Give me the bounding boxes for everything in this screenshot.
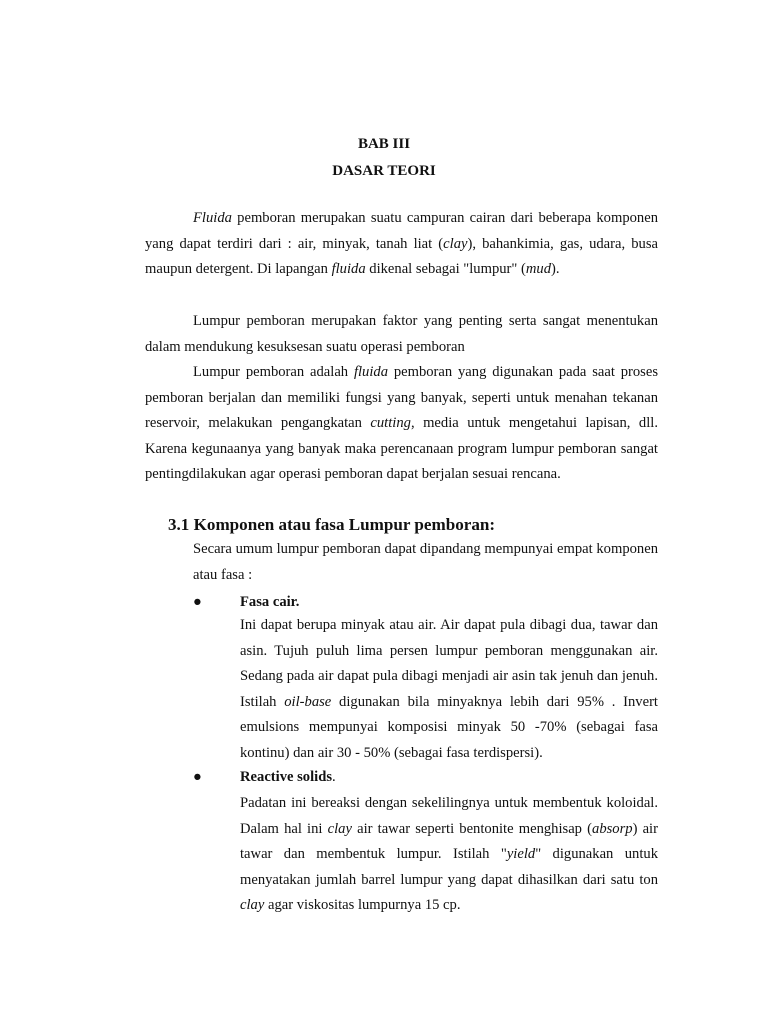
text-run: ). (551, 261, 560, 278)
text-run: . (332, 769, 336, 785)
text-run: ), bahankimia, gas, udara, busa maupun detergent. Di lapangan (145, 235, 658, 278)
section-heading: 3.1 Komponen atau fasa Lumpur pemboran: (168, 515, 496, 534)
text-run: , media untuk mengetahui lapisan, dll. Karena kegunaanya yang banyak maka perencanaan program lumpur pemboran sangat pentingdilakukan agar operasi pemboran dapat berjalan sesuai rencana. (145, 415, 658, 483)
text-oil-base: oil-base (284, 693, 332, 710)
text-run: air tawar seperti bentonite menghisap ( (351, 820, 593, 837)
section-intro: Secara umum lumpur pemboran dapat dipandang mempunyai empat komponen atau fasa : (193, 541, 658, 583)
text-clay: clay (240, 897, 265, 914)
text-clay: clay (443, 235, 468, 252)
text-run: digunakan bila minyaknya lebih dari 95% . Invert emulsions mempunyai komposisi minyak 50 -70% (sebagai fasa kontinu) dan air 30 - 50% (sebagai fasa terdispersi). (240, 693, 658, 761)
text-run: dikenal sebagai "lumpur" ( (365, 261, 526, 278)
text-fluida: Fluida (193, 210, 232, 226)
text-run: " digunakan untuk menyatakan jumlah barrel lumpur yang dapat dihasilkan dari satu ton (240, 846, 658, 888)
text-absorp: absorp (592, 820, 633, 837)
text-run: pemboran merupakan suatu campuran cairan dari beberapa komponen yang dapat terdiri dari : air, minyak, tanah liat ( (145, 210, 658, 252)
bullet-body-fasa-cair (240, 613, 658, 767)
intro-paragraph-3 (145, 360, 658, 488)
text-cutting: cutting (370, 415, 411, 432)
text-run: Padatan ini bereaksi dengan sekelilingnya untuk membentuk koloidal. Dalam hal ini (240, 795, 658, 837)
text-fluida: fluida (331, 261, 366, 278)
bullet-title-reactive-solids (240, 765, 336, 791)
text-run: ) air tawar dan membentuk lumpur. Istilah " (240, 820, 658, 863)
intro-paragraph-2: Lumpur pemboran merupakan faktor yang penting serta sangat menentukan dalam mendukung kesuksesan suatu operasi pemboran (145, 313, 658, 355)
text-fluida: fluida (353, 364, 388, 380)
bullet-body-reactive-solids (240, 791, 658, 919)
chapter-title: DASAR TEORI (332, 163, 436, 179)
text-run: Reactive solids (240, 769, 333, 785)
text-run: pemboran yang digunakan pada saat proses pemboran berjalan dan memiliki fungsi yang banyak, seperti untuk menahan tekanan reservoir, melakukan pengangkatan (145, 364, 658, 432)
chapter-number: BAB III (357, 136, 411, 152)
text-yield: yield (506, 846, 536, 863)
bullet-icon: ● (193, 594, 202, 610)
bullet-icon: ● (193, 769, 202, 785)
bullet-title-fasa-cair: Fasa cair. (240, 594, 300, 610)
text-run: Lumpur pemboran adalah (193, 364, 354, 380)
text-mud: mud (525, 261, 552, 278)
intro-paragraph-1 (145, 206, 658, 283)
text-clay: clay (327, 820, 352, 837)
text-run: agar viskositas lumpurnya 15 cp. (264, 897, 461, 914)
text-run: Ini dapat berupa minyak atau air. Air dapat pula dibagi dua, tawar dan asin. Tujuh puluh lima persen lumpur pemboran menggunakan air. Sedang pada air dapat pula dibagi menjadi air asin tak jenuh dan jenuh. Istilah (240, 617, 658, 710)
